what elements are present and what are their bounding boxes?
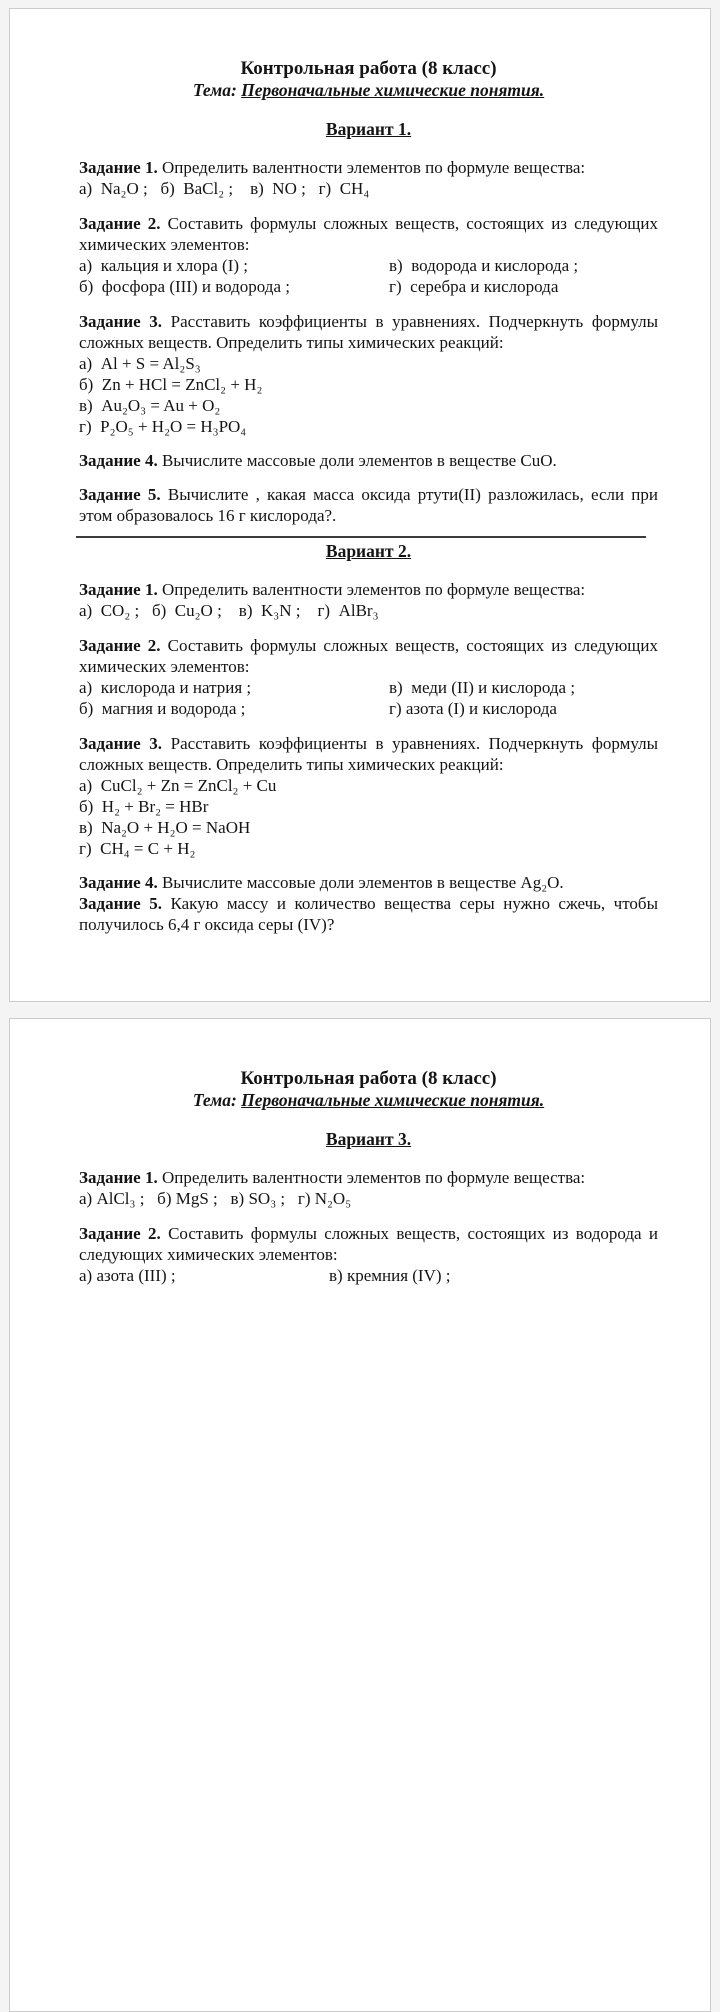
v2-task-2-option-b: б) магния и водорода ; xyxy=(79,699,246,718)
v2-task-3-equation-a: а) CuCl₂ + Zn = ZnCl₂ + Cu xyxy=(79,776,277,795)
document-title-page-2: Контрольная работа (8 класс) xyxy=(240,1068,497,1089)
v1-task-3-text: Расставить коэффициенты в уравнениях. Подчеркнуть формулы сложных веществ. Определить типы химических реакций: xyxy=(79,312,659,352)
v2-task-3-equation-v: в) Na₂O + H₂O = NaOH xyxy=(79,818,251,837)
v2-task-5-text: Какую массу и количество вещества серы нужно сжечь, чтобы получилось 6,4 г оксида серы (IV)? xyxy=(79,894,659,934)
v3-task-2-text: Составить формулы сложных веществ, состоящих из водорода и следующих химических элементов: xyxy=(79,1224,658,1264)
v1-task-5-text: Вычислите , какая масса оксида ртути(II) разложилась, если при этом образовалось 16 г кислорода?. xyxy=(79,485,658,525)
v1-task-3-equation-a: а) Al + S = Al₂S₃ xyxy=(79,354,201,373)
v2-task-4-label: Задание 4. xyxy=(79,873,158,892)
v2-task-1-label: Задание 1. xyxy=(79,580,158,599)
theme-text: Первоначальные химические понятия. xyxy=(241,1090,545,1110)
v2-task-2 xyxy=(79,635,658,677)
variant-3-title: Вариант 3. xyxy=(325,1129,412,1149)
document-theme xyxy=(79,80,658,101)
v2-task-3-text: Расставить коэффициенты в уравнениях. Подчеркнуть формулы сложных веществ. Определить типы химических реакций: xyxy=(79,734,659,774)
v1-task-3-equation-b: б) Zn + HCl = ZnCl₂ + H₂ xyxy=(79,375,263,394)
v1-task-5-label: Задание 5. xyxy=(79,485,161,504)
v2-task-2-option-v: в) меди (II) и кислорода ; xyxy=(389,678,576,697)
v3-task-1-label: Задание 1. xyxy=(79,1168,158,1187)
v2-task-3-equation-g: г) CH₄ = C + H₂ xyxy=(79,839,196,858)
v1-task-2 xyxy=(79,213,658,255)
v2-task-2-option-a: а) кислорода и натрия ; xyxy=(79,678,252,697)
v3-task-1-formulas: а) AlCl₃ ; б) MgS ; в) SO₃ ; г) N₂O₅ xyxy=(79,1189,352,1208)
v1-task-4 xyxy=(79,450,658,471)
v3-task-2-options xyxy=(79,1265,658,1286)
v2-task-4 xyxy=(79,872,658,893)
theme-label: Тема: xyxy=(192,80,237,100)
v3-task-1-text: Определить валентности элементов по формуле вещества: xyxy=(161,1168,586,1187)
v1-task-2-option-b: б) фосфора (III) и водорода ; xyxy=(79,277,290,296)
v2-task-5 xyxy=(79,893,658,935)
v2-task-3-equation-b: б) H₂ + Br₂ = HBr xyxy=(79,797,209,816)
v2-task-3 xyxy=(79,733,658,775)
v2-task-2-text: Составить формулы сложных веществ, состоящих из следующих химических элементов: xyxy=(79,636,658,676)
v2-task-1-text: Определить валентности элементов по формуле вещества: xyxy=(161,580,586,599)
v1-task-2-options xyxy=(79,255,658,297)
v3-task-2-label: Задание 2. xyxy=(79,1224,161,1243)
variant-divider xyxy=(76,526,646,538)
v1-task-1-formulas: а) Na₂O ; б) BaCl₂ ; в) NO ; г) CH₄ xyxy=(79,179,370,198)
v2-task-3-label: Задание 3. xyxy=(79,734,163,753)
page-1 xyxy=(9,8,711,1002)
variant-1-title: Вариант 1. xyxy=(325,119,412,139)
v1-task-1-label: Задание 1. xyxy=(79,158,158,177)
v1-task-4-text: Вычислите массовые доли элементов в веществе CuO. xyxy=(161,451,557,470)
theme-label: Тема: xyxy=(192,1090,237,1110)
v3-task-2-option-a: а) азота (III) ; xyxy=(79,1266,176,1285)
v1-task-1 xyxy=(79,157,658,178)
v1-task-4-label: Задание 4. xyxy=(79,451,158,470)
v1-task-3-label: Задание 3. xyxy=(79,312,163,331)
v2-task-5-label: Задание 5. xyxy=(79,894,162,913)
v1-task-5 xyxy=(79,484,658,526)
v3-task-2 xyxy=(79,1223,658,1265)
document-title: Контрольная работа (8 класс) xyxy=(240,58,497,79)
v3-task-1 xyxy=(79,1167,658,1188)
v1-task-2-option-g: г) серебра и кислорода xyxy=(389,277,559,296)
v1-task-2-label: Задание 2. xyxy=(79,214,161,233)
v1-task-1-text: Определить валентности элементов по формуле вещества: xyxy=(161,158,586,177)
v3-task-2-option-v: в) кремния (IV) ; xyxy=(329,1266,451,1285)
v1-task-3 xyxy=(79,311,658,353)
v2-task-2-options xyxy=(79,677,658,719)
v2-task-4-text: Вычислите массовые доли элементов в веществе Ag₂O. xyxy=(161,873,564,892)
page-2 xyxy=(9,1018,711,2012)
v1-task-3-equation-v: в) Au₂O₃ = Au + O₂ xyxy=(79,396,221,415)
v1-task-2-text: Составить формулы сложных веществ, состоящих из следующих химических элементов: xyxy=(79,214,658,254)
v2-task-2-label: Задание 2. xyxy=(79,636,161,655)
variant-2-title: Вариант 2. xyxy=(325,541,412,561)
v2-task-1 xyxy=(79,579,658,600)
document-theme-page-2 xyxy=(79,1090,658,1111)
theme-text: Первоначальные химические понятия. xyxy=(241,80,545,100)
v2-task-2-option-g: г) азота (I) и кислорода xyxy=(389,699,557,718)
v1-task-2-option-v: в) водорода и кислорода ; xyxy=(389,256,579,275)
v1-task-2-option-a: а) кальция и хлора (I) ; xyxy=(79,256,248,275)
v2-task-1-formulas: а) CO₂ ; б) Cu₂O ; в) K₃N ; г) AlBr₃ xyxy=(79,601,379,620)
v1-task-3-equation-g: г) P₂O₅ + H₂O = H₃PO₄ xyxy=(79,417,247,436)
